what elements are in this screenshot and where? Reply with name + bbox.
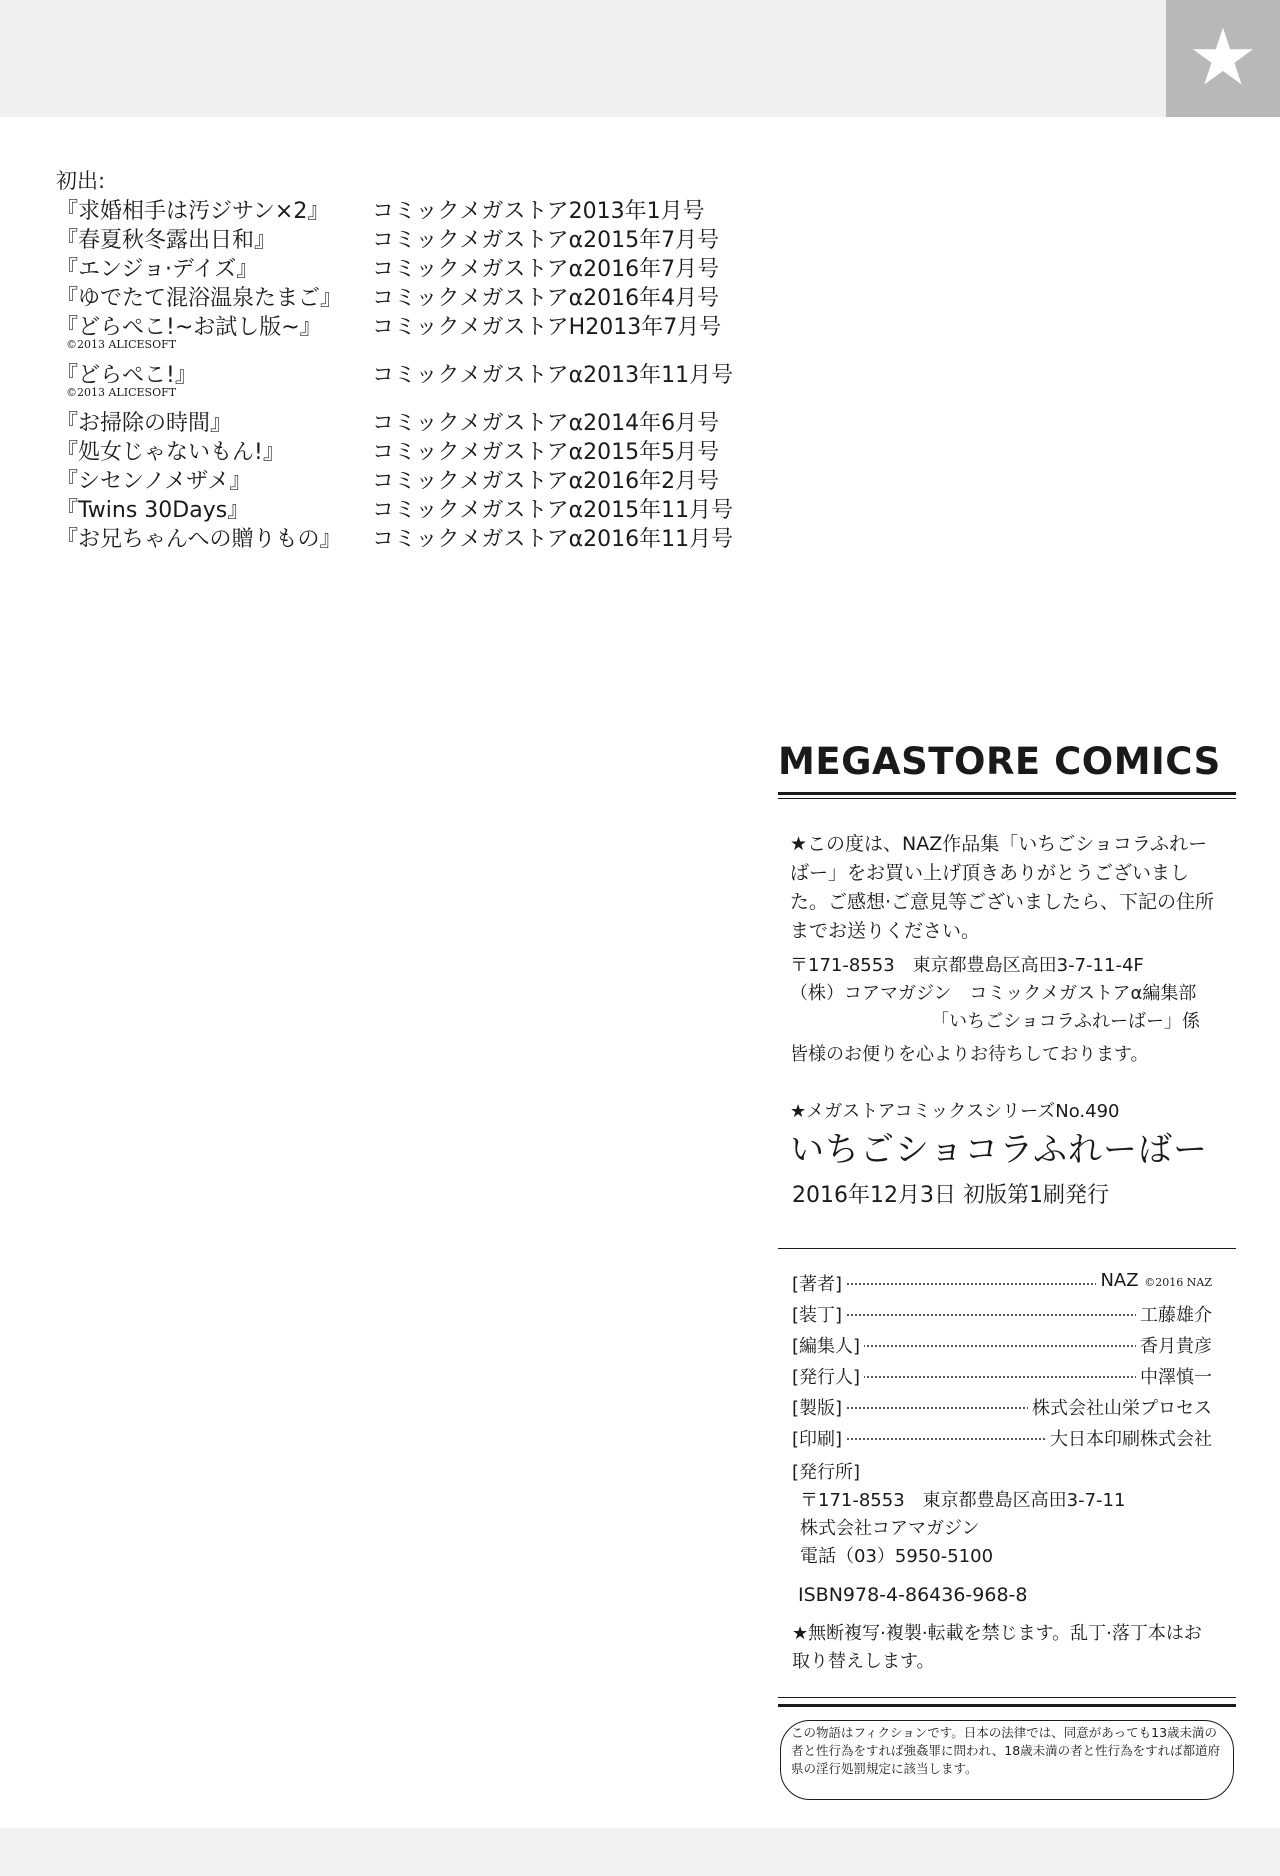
- divider: [778, 1697, 1236, 1698]
- work-source: コミックメガストアα2015年7月号: [372, 228, 720, 253]
- credits-list: [792, 1270, 1212, 1456]
- list-item: [56, 252, 756, 281]
- credit-role: [印刷]: [792, 1425, 846, 1451]
- work-title: 『どらぺこ!~お試し版~』: [56, 315, 322, 340]
- address-line: 「いちごショコラふれーばー」係: [931, 1011, 1200, 1032]
- credit-name: NAZ: [1100, 1270, 1139, 1291]
- publisher-line: 株式会社コアマガジン: [800, 1518, 980, 1539]
- list-item: [56, 435, 756, 464]
- first-publication-heading: 初出:: [56, 169, 106, 193]
- credit-name: 工藤雄介: [1136, 1301, 1212, 1327]
- credit-role: [装丁]: [792, 1301, 846, 1327]
- work-title: 『求婚相手は汚ジサン×2』: [56, 199, 330, 224]
- credit-role: [製版]: [792, 1394, 846, 1420]
- credit-row: [792, 1425, 1212, 1456]
- divider: [778, 798, 1236, 799]
- first-publication-list: [56, 194, 756, 551]
- work-title: 『処女じゃないもん!』: [56, 440, 285, 465]
- credit-name: 中澤慎一: [1136, 1363, 1212, 1389]
- work-title: 『Twins 30Days』: [56, 498, 250, 523]
- credit-name: 香月貴彦: [1136, 1332, 1212, 1358]
- list-item: [56, 493, 756, 522]
- divider: [778, 1704, 1236, 1707]
- address-line: （株）コアマガジン コミックメガストアα編集部: [790, 983, 1197, 1004]
- publisher-label: [発行所]: [792, 1462, 861, 1483]
- work-title: 『お兄ちゃんへの贈りもの』: [56, 527, 342, 552]
- author-copyright: ©2016 NAZ: [1144, 1276, 1212, 1289]
- divider: [778, 1248, 1236, 1249]
- publisher-line: 〒171-8553 東京都豊島区高田3-7-11: [800, 1490, 1126, 1511]
- work-source: コミックメガストア2013年1月号: [372, 199, 705, 224]
- work-title: 『春夏秋冬露出日和』: [56, 228, 277, 253]
- mail-address: [790, 952, 1220, 1036]
- work-source: コミックメガストアα2014年6月号: [372, 411, 720, 436]
- publisher-line: 電話（03）5950-5100: [800, 1546, 994, 1567]
- work-source: コミックメガストアα2016年11月号: [372, 527, 734, 552]
- copy-notice: ★無断複写·複製·転載を禁じます。乱丁·落丁本はお取り替えします。: [792, 1623, 1202, 1672]
- work-title: 『エンジョ·デイズ』: [56, 257, 259, 282]
- work-source: コミックメガストアα2016年7月号: [372, 257, 720, 282]
- credit-row: [792, 1270, 1212, 1301]
- publisher-info: [800, 1487, 1125, 1571]
- work-source: コミックメガストアα2016年2月号: [372, 469, 720, 494]
- credit-role: [著者]: [792, 1270, 846, 1296]
- series-number: ★メガストアコミックスシリーズNo.490: [790, 1101, 1120, 1122]
- work-source: コミックメガストアα2013年11月号: [372, 363, 734, 388]
- credit-name-wrap: [1096, 1270, 1212, 1291]
- credit-role: [編集人]: [792, 1332, 864, 1358]
- list-item: [56, 522, 756, 551]
- address-line: 〒171-8553 東京都豊島区高田3-7-11-4F: [790, 955, 1144, 976]
- work-title: 『どらぺこ!』: [56, 363, 197, 388]
- credit-name: 株式会社山栄プロセス: [1028, 1394, 1212, 1420]
- credit-row: [792, 1394, 1212, 1425]
- top-band: [0, 0, 1280, 117]
- list-item: [56, 406, 756, 435]
- waiting-message: 皆様のお便りを心よりお待ちしております。: [790, 1044, 1149, 1065]
- work-copyright: ©2013 ALICESOFT: [66, 386, 177, 399]
- isbn: ISBN978-4-86436-968-8: [798, 1584, 1028, 1606]
- work-title: 『シセンノメザメ』: [56, 469, 252, 494]
- list-item: [56, 223, 756, 252]
- divider: [778, 792, 1236, 795]
- list-item: [56, 310, 756, 358]
- credit-row: [792, 1363, 1212, 1394]
- work-title: 『ゆでたて混浴温泉たまご』: [56, 286, 343, 311]
- list-item: [56, 194, 756, 223]
- work-source: コミックメガストアα2015年11月号: [372, 498, 734, 523]
- book-title: いちごショコラふれーばー: [790, 1130, 1208, 1170]
- credit-name: 大日本印刷株式会社: [1046, 1425, 1212, 1451]
- credit-row: [792, 1332, 1212, 1363]
- credit-row: [792, 1301, 1212, 1332]
- list-item: [56, 464, 756, 493]
- credit-role: [発行人]: [792, 1363, 864, 1389]
- publication-date: 2016年12月3日 初版第1刷発行: [792, 1183, 1109, 1208]
- thanks-message: ★この度は、NAZ作品集「いちごショコラふれーばー」をお買い上げ頂きありがとうございました。ご感想·ご意見等ございましたら、下記の住所までお送りください。: [790, 833, 1215, 942]
- fiction-notice: この物語はフィクションです。日本の法律では、同意があっても13歳未満の者と性行為をすれば強姦罪に問われ、18歳未満の者と性行為をすれば都道府県の淫行処罰規定に該当します。: [780, 1720, 1234, 1800]
- list-item: [56, 281, 756, 310]
- work-copyright: ©2013 ALICESOFT: [66, 338, 177, 351]
- work-source: コミックメガストアH2013年7月号: [372, 315, 722, 340]
- star-icon: ★: [1166, 0, 1280, 117]
- work-source: コミックメガストアα2016年4月号: [372, 286, 720, 311]
- list-item: [56, 358, 756, 406]
- work-source: コミックメガストアα2015年5月号: [372, 440, 720, 465]
- bottom-band: [0, 1828, 1280, 1876]
- work-title: 『お掃除の時間』: [56, 411, 233, 436]
- series-logo: MEGASTORE COMICS: [778, 740, 1221, 783]
